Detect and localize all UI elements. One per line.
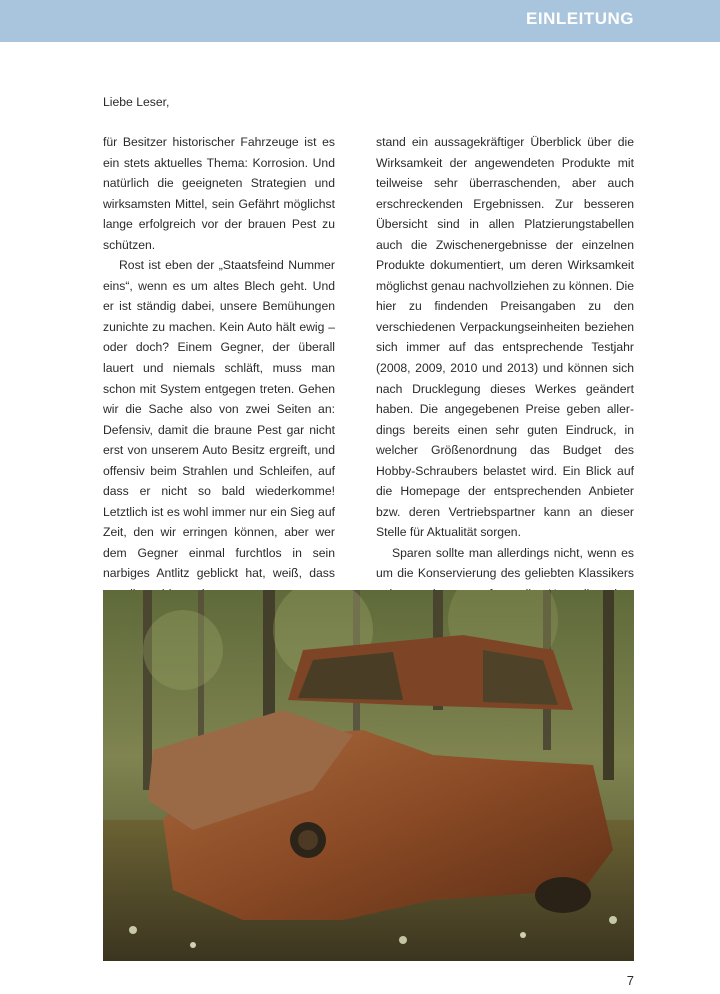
paragraph: für Besitzer historischer Fahrzeuge ist es ein stets aktuelles Thema: Korrosion. Und natürlich die geeigneten Strategien und wirksamsten Mittel, sein Gefährt möglichst lange erfolgreich vor der brauen Pest zu schützen. (103, 135, 335, 252)
rusted-car-photo (103, 590, 634, 961)
paragraph: stand ein aussagekräftiger Überblick über die Wirksamkeit der angewendeten Produkte mit teilweise sehr überraschenden, aber auch erschreckenden Ergebnissen. Zur besseren Übersicht sind in allen Platzierungstabellen auch die Zwischenergebnisse der einzelnen Produkte dokumentiert, um deren Wirksamkeit möglichst genau nachvollziehen zu können. Die hier zu findenden Preisangaben zu den verschiedenen Verpackungseinheiten beziehen sich immer auf das entsprechende Testjahr (2008, 2009, 2010 und 2013) und können sich nach Drucklegung dieses Werkes geändert haben. Die angegebenen Preise geben allerdings bereits einen sehr guten Eindruck, in welcher Größenordnung das Budget des Hobby-Schraubers belastet wird. Ein Blick auf die Homepage der entsprechenden Anbieter bzw. deren Vertriebspartner kann an dieser Stelle für Aktualität sorgen. (376, 135, 634, 540)
salutation: Liebe Leser, (103, 95, 170, 109)
paragraph: Sparen sollte man allerdings nicht, wenn es um die Konservierung des geliebten Klassikers (376, 545, 634, 581)
section-title: EINLEITUNG (526, 9, 634, 28)
page-number: 7 (626, 973, 634, 988)
paragraph: Rost ist eben der „Staatsfeind Nummer eins“, wenn es um altes Blech geht. Und er ist ständig dabei, unsere Bemühungen zunichte zu machen. Kein Auto hält ewig – oder doch? Einem Gegner, der überall lauert und niemals schläft, muss man schon mit System entgegen treten. Gehen wir die Sache also von zwei Seiten an: Defensiv, damit die braune Pest gar nicht erst von unserem Auto Besitz ergreift, und offensiv beim Strahlen und Schleifen, auf dass er nicht so bald wiederkomme! Letztlich ist es wohl immer nur ein Sieg auf Zeit, den wir erringen können, aber wer dem Gegner einmal furchtlos in sein narbiges Antlitz geblickt hat, weiß, dass (103, 258, 335, 581)
